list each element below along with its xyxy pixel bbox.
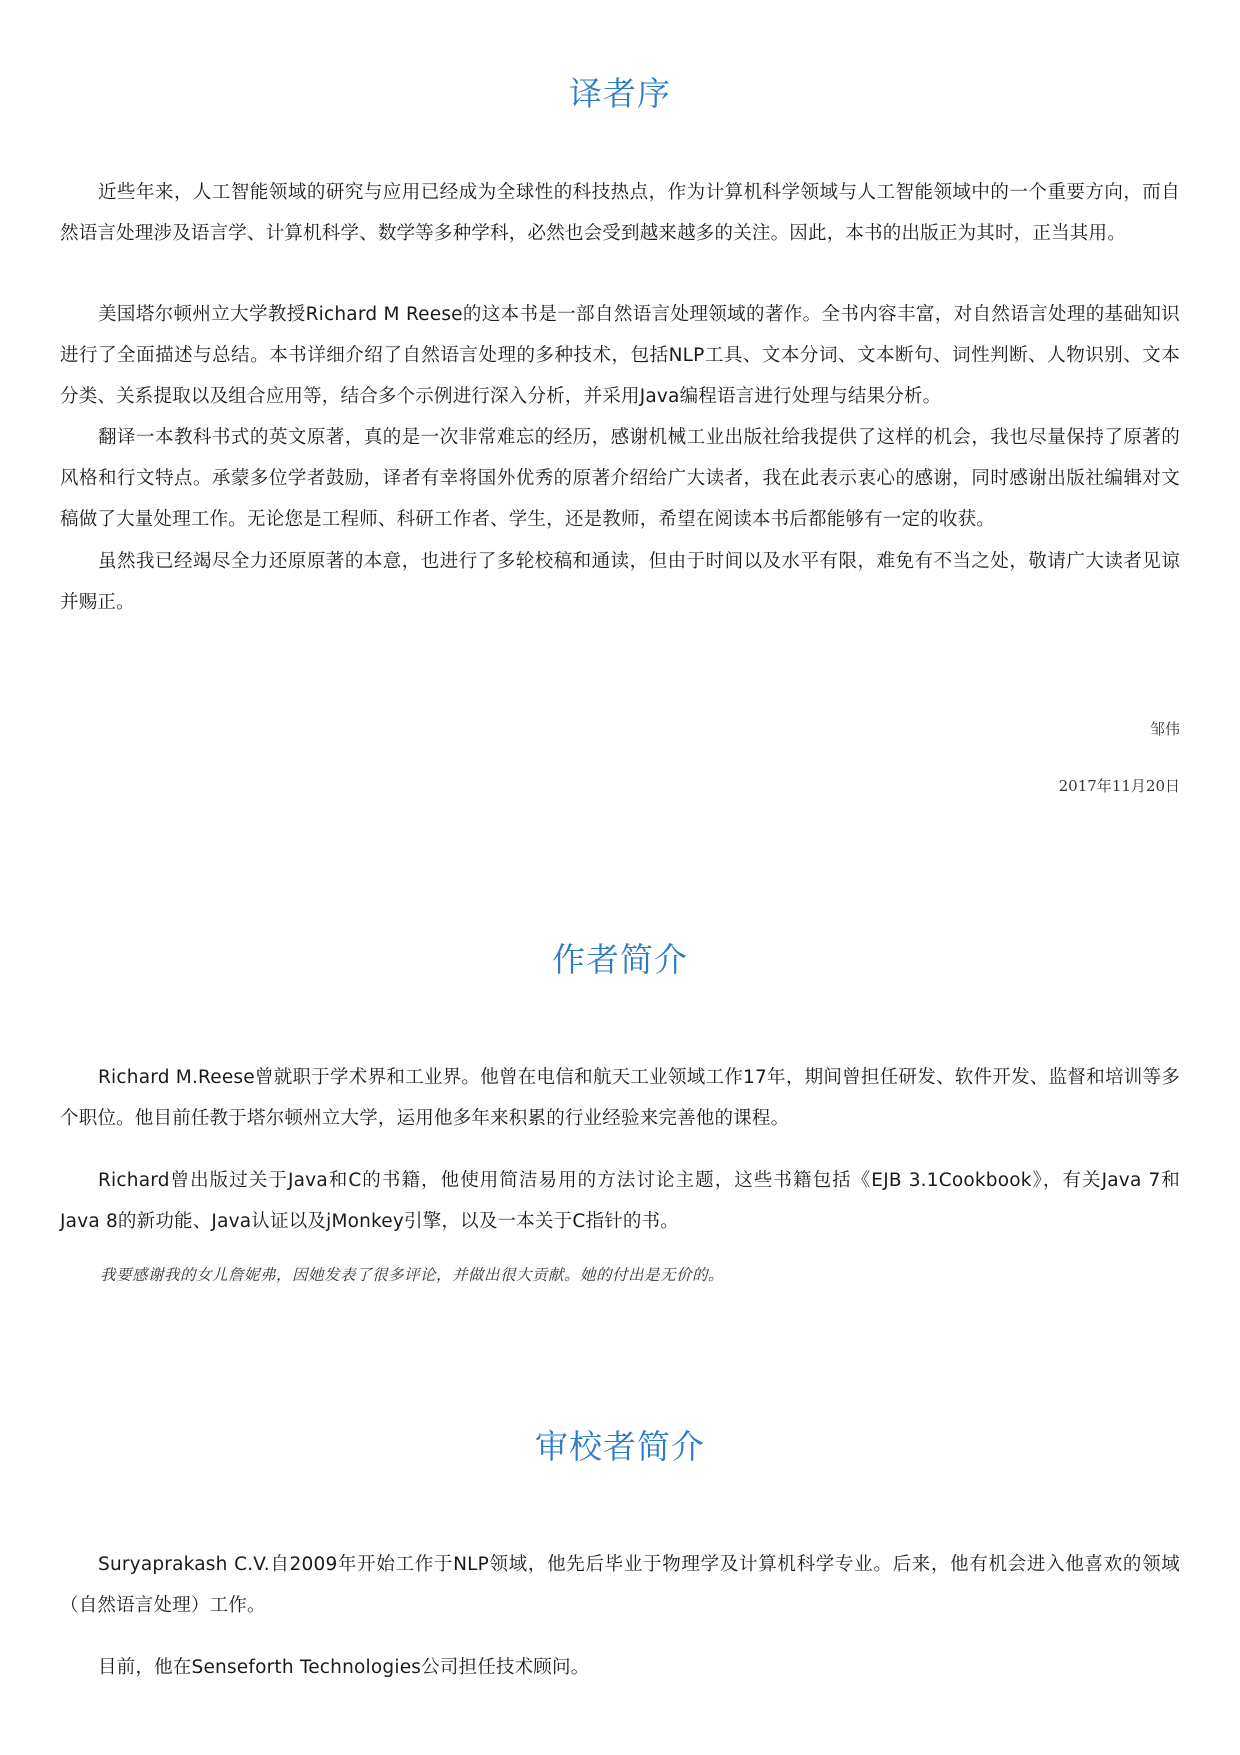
author-intro-title: 作者简介	[552, 940, 688, 979]
translator-preface-paragraph-1: 近些年来，人工智能领域的研究与应用已经成为全球性的科技热点，作为计算机科学领域与人工智能领域中的一个重要方向，而自然语言处理涉及语言学、计算机科学、数学等多种学科，必然也会受到越来越多的关注。因此，本书的出版正为其时，正当其用。	[60, 182, 1180, 244]
reviewer-intro-paragraph-2: 目前，他在Senseforth Technologies公司担任技术顾问。	[98, 1657, 590, 1678]
translator-preface-paragraph-4: 虽然我已经竭尽全力还原原著的本意，也进行了多轮校稿和通读，但由于时间以及水平有限，难免有不当之处，敬请广大读者见谅并赐正。	[60, 551, 1180, 613]
reviewer-intro-paragraph-1: Suryaprakash C.V.自2009年开始工作于NLP领域，他先后毕业于物理学及计算机科学专业。后来，他有机会进入他喜欢的领域（自然语言处理）工作。	[60, 1554, 1180, 1616]
translator-preface-paragraph-3: 翻译一本教科书式的英文原著，真的是一次非常难忘的经历，感谢机械工业出版社给我提供了这样的机会，我也尽量保持了原著的风格和行文特点。承蒙多位学者鼓励，译者有幸将国外优秀的原著介绍给广大读者，我在此表示衷心的感谢，同时感谢出版社编辑对文稿做了大量处理工作。无论您是工程师、科研工作者、学生，还是教师，希望在阅读本书后都能够有一定的收获。	[60, 427, 1180, 530]
preface-date: 2017年11月20日	[1058, 777, 1180, 795]
reviewer-intro-title: 审校者简介	[535, 1427, 705, 1466]
author-intro-paragraph-1: Richard M.Reese曾就职于学术界和工业界。他曾在电信和航天工业领域工作17年，期间曾担任研发、软件开发、监督和培训等多个职位。他目前任教于塔尔顿州立大学，运用他多年来积累的行业经验来完善他的课程。	[60, 1067, 1180, 1129]
translator-preface-paragraph-2: 美国塔尔顿州立大学教授Richard M Reese的这本书是一部自然语言处理领域的著作。全书内容丰富，对自然语言处理的基础知识进行了全面描述与总结。本书详细介绍了自然语言处理的多种技术，包括NLP工具、文本分词、文本断句、词性判断、人物识别、文本分类、关系提取以及组合应用等，结合多个示例进行深入分析，并采用Java编程语言进行处理与结果分析。	[60, 304, 1180, 407]
translator-signature: 邹伟	[1149, 720, 1180, 738]
author-intro-paragraph-2: Richard曾出版过关于Java和C的书籍，他使用简洁易用的方法讨论主题，这些书籍包括《EJB 3.1Cookbook》，有关Java 7和Java 8的新功能、Java认证以及jMonkey引擎，以及一本关于C指针的书。	[60, 1170, 1180, 1232]
translator-preface-title: 译者序	[569, 74, 671, 113]
author-dedication: 我要感谢我的女儿詹妮弗，因她发表了很多评论，并做出很大贡献。她的付出是无价的。	[100, 1266, 725, 1284]
